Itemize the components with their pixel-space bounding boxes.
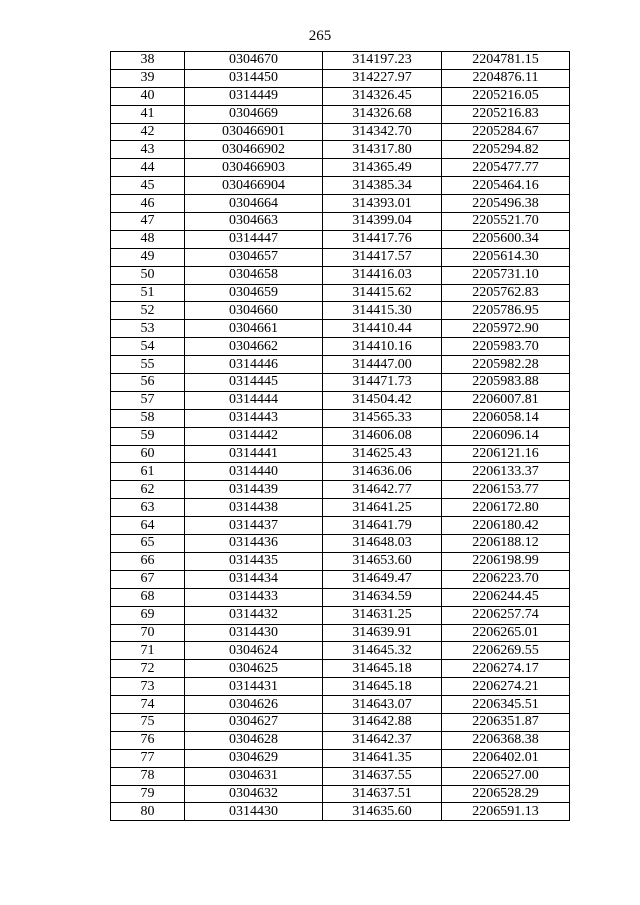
table-row [111, 69, 570, 87]
y-coordinate-cell: 2205983.70 [442, 338, 570, 356]
point-number-cell: 74 [111, 696, 185, 714]
page-number: 265 [308, 28, 332, 44]
point-code-cell: 0304659 [185, 284, 323, 302]
x-coordinate-cell: 314393.01 [323, 195, 442, 213]
x-coordinate-cell: 314317.80 [323, 141, 442, 159]
y-coordinate-cell: 2205786.95 [442, 302, 570, 320]
y-coordinate-cell: 2205762.83 [442, 284, 570, 302]
point-number-cell: 68 [111, 588, 185, 606]
point-code-cell: 0314433 [185, 588, 323, 606]
x-coordinate-cell: 314637.51 [323, 785, 442, 803]
y-coordinate-cell: 2205600.34 [442, 230, 570, 248]
y-coordinate-cell: 2205294.82 [442, 141, 570, 159]
x-coordinate-cell: 314410.16 [323, 338, 442, 356]
x-coordinate-cell: 314399.04 [323, 213, 442, 231]
point-number-cell: 59 [111, 427, 185, 445]
point-number-cell: 64 [111, 517, 185, 535]
point-code-cell: 0304662 [185, 338, 323, 356]
y-coordinate-cell: 2206265.01 [442, 624, 570, 642]
point-number-cell: 80 [111, 803, 185, 821]
x-coordinate-cell: 314625.43 [323, 445, 442, 463]
table-row [111, 535, 570, 553]
y-coordinate-cell: 2206153.77 [442, 481, 570, 499]
point-number-cell: 67 [111, 570, 185, 588]
y-coordinate-cell: 2206527.00 [442, 767, 570, 785]
table-row [111, 87, 570, 105]
point-code-cell: 0314431 [185, 678, 323, 696]
point-number-cell: 78 [111, 767, 185, 785]
point-number-cell: 60 [111, 445, 185, 463]
x-coordinate-cell: 314641.25 [323, 499, 442, 517]
point-number-cell: 72 [111, 660, 185, 678]
x-coordinate-cell: 314634.59 [323, 588, 442, 606]
x-coordinate-cell: 314415.62 [323, 284, 442, 302]
x-coordinate-cell: 314415.30 [323, 302, 442, 320]
point-number-cell: 54 [111, 338, 185, 356]
y-coordinate-cell: 2204876.11 [442, 69, 570, 87]
y-coordinate-cell: 2206096.14 [442, 427, 570, 445]
point-number-cell: 75 [111, 713, 185, 731]
table-row [111, 338, 570, 356]
x-coordinate-cell: 314342.70 [323, 123, 442, 141]
table-row [111, 302, 570, 320]
point-code-cell: 0314435 [185, 552, 323, 570]
x-coordinate-cell: 314642.77 [323, 481, 442, 499]
point-code-cell: 030466904 [185, 177, 323, 195]
x-coordinate-cell: 314326.68 [323, 105, 442, 123]
point-code-cell: 0314434 [185, 570, 323, 588]
y-coordinate-cell: 2206351.87 [442, 713, 570, 731]
table-row [111, 588, 570, 606]
point-number-cell: 43 [111, 141, 185, 159]
point-code-cell: 0314436 [185, 535, 323, 553]
point-code-cell: 0314443 [185, 409, 323, 427]
point-number-cell: 70 [111, 624, 185, 642]
y-coordinate-cell: 2206528.29 [442, 785, 570, 803]
y-coordinate-cell: 2206058.14 [442, 409, 570, 427]
y-coordinate-cell: 2205983.88 [442, 374, 570, 392]
x-coordinate-cell: 314471.73 [323, 374, 442, 392]
x-coordinate-cell: 314606.08 [323, 427, 442, 445]
point-code-cell: 0304670 [185, 52, 323, 70]
x-coordinate-cell: 314641.35 [323, 749, 442, 767]
table-row [111, 248, 570, 266]
table-row [111, 409, 570, 427]
point-code-cell: 0314450 [185, 69, 323, 87]
point-number-cell: 38 [111, 52, 185, 70]
table-row [111, 570, 570, 588]
x-coordinate-cell: 314639.91 [323, 624, 442, 642]
x-coordinate-cell: 314631.25 [323, 606, 442, 624]
table-body [111, 52, 570, 821]
table-row [111, 785, 570, 803]
point-number-cell: 76 [111, 731, 185, 749]
point-code-cell: 0304629 [185, 749, 323, 767]
point-number-cell: 73 [111, 678, 185, 696]
y-coordinate-cell: 2206257.74 [442, 606, 570, 624]
table-row [111, 320, 570, 338]
table-row [111, 52, 570, 70]
point-code-cell: 0314432 [185, 606, 323, 624]
y-coordinate-cell: 2205614.30 [442, 248, 570, 266]
point-code-cell: 0314430 [185, 803, 323, 821]
table-row [111, 141, 570, 159]
y-coordinate-cell: 2204781.15 [442, 52, 570, 70]
x-coordinate-cell: 314643.07 [323, 696, 442, 714]
point-code-cell: 0314442 [185, 427, 323, 445]
table-row [111, 105, 570, 123]
y-coordinate-cell: 2205496.38 [442, 195, 570, 213]
table-row [111, 195, 570, 213]
x-coordinate-cell: 314197.23 [323, 52, 442, 70]
table-row [111, 391, 570, 409]
point-code-cell: 0304657 [185, 248, 323, 266]
table-row [111, 374, 570, 392]
point-code-cell: 0304660 [185, 302, 323, 320]
x-coordinate-cell: 314417.57 [323, 248, 442, 266]
x-coordinate-cell: 314365.49 [323, 159, 442, 177]
point-code-cell: 0314445 [185, 374, 323, 392]
y-coordinate-cell: 2205477.77 [442, 159, 570, 177]
point-number-cell: 79 [111, 785, 185, 803]
table-row [111, 606, 570, 624]
table-row [111, 713, 570, 731]
table-row [111, 517, 570, 535]
point-code-cell: 0314449 [185, 87, 323, 105]
point-number-cell: 77 [111, 749, 185, 767]
point-number-cell: 40 [111, 87, 185, 105]
point-code-cell: 0304631 [185, 767, 323, 785]
x-coordinate-cell: 314416.03 [323, 266, 442, 284]
x-coordinate-cell: 314637.55 [323, 767, 442, 785]
y-coordinate-cell: 2205284.67 [442, 123, 570, 141]
point-code-cell: 0304627 [185, 713, 323, 731]
point-code-cell: 0314430 [185, 624, 323, 642]
y-coordinate-cell: 2206188.12 [442, 535, 570, 553]
y-coordinate-cell: 2206223.70 [442, 570, 570, 588]
point-number-cell: 50 [111, 266, 185, 284]
y-coordinate-cell: 2206133.37 [442, 463, 570, 481]
y-coordinate-cell: 2206368.38 [442, 731, 570, 749]
point-code-cell: 0304625 [185, 660, 323, 678]
table-row [111, 123, 570, 141]
x-coordinate-cell: 314642.88 [323, 713, 442, 731]
point-code-cell: 0314446 [185, 356, 323, 374]
point-code-cell: 0314438 [185, 499, 323, 517]
point-number-cell: 44 [111, 159, 185, 177]
table-row [111, 767, 570, 785]
point-code-cell: 0304628 [185, 731, 323, 749]
y-coordinate-cell: 2205731.10 [442, 266, 570, 284]
point-number-cell: 53 [111, 320, 185, 338]
x-coordinate-cell: 314410.44 [323, 320, 442, 338]
point-code-cell: 030466903 [185, 159, 323, 177]
point-number-cell: 42 [111, 123, 185, 141]
x-coordinate-cell: 314648.03 [323, 535, 442, 553]
y-coordinate-cell: 2206402.01 [442, 749, 570, 767]
y-coordinate-cell: 2206591.13 [442, 803, 570, 821]
y-coordinate-cell: 2206269.55 [442, 642, 570, 660]
y-coordinate-cell: 2205521.70 [442, 213, 570, 231]
point-code-cell: 0314444 [185, 391, 323, 409]
y-coordinate-cell: 2206007.81 [442, 391, 570, 409]
y-coordinate-cell: 2206121.16 [442, 445, 570, 463]
table-row [111, 213, 570, 231]
x-coordinate-cell: 314565.33 [323, 409, 442, 427]
point-code-cell: 0304663 [185, 213, 323, 231]
point-code-cell: 030466902 [185, 141, 323, 159]
point-number-cell: 66 [111, 552, 185, 570]
point-number-cell: 52 [111, 302, 185, 320]
y-coordinate-cell: 2205972.90 [442, 320, 570, 338]
table-row [111, 266, 570, 284]
point-code-cell: 0314441 [185, 445, 323, 463]
table-row [111, 427, 570, 445]
x-coordinate-cell: 314645.18 [323, 660, 442, 678]
x-coordinate-cell: 314635.60 [323, 803, 442, 821]
point-number-cell: 55 [111, 356, 185, 374]
x-coordinate-cell: 314417.76 [323, 230, 442, 248]
point-code-cell: 0304624 [185, 642, 323, 660]
table-row [111, 159, 570, 177]
point-number-cell: 39 [111, 69, 185, 87]
y-coordinate-cell: 2205982.28 [442, 356, 570, 374]
table-row [111, 749, 570, 767]
x-coordinate-cell: 314227.97 [323, 69, 442, 87]
point-number-cell: 71 [111, 642, 185, 660]
x-coordinate-cell: 314649.47 [323, 570, 442, 588]
x-coordinate-cell: 314642.37 [323, 731, 442, 749]
table-row [111, 678, 570, 696]
point-number-cell: 51 [111, 284, 185, 302]
y-coordinate-cell: 2206180.42 [442, 517, 570, 535]
x-coordinate-cell: 314385.34 [323, 177, 442, 195]
y-coordinate-cell: 2205216.05 [442, 87, 570, 105]
y-coordinate-cell: 2205216.83 [442, 105, 570, 123]
point-code-cell: 0304661 [185, 320, 323, 338]
table-row [111, 481, 570, 499]
point-number-cell: 48 [111, 230, 185, 248]
point-code-cell: 0314437 [185, 517, 323, 535]
table-row [111, 445, 570, 463]
table-row [111, 642, 570, 660]
table-row [111, 552, 570, 570]
point-code-cell: 0314439 [185, 481, 323, 499]
x-coordinate-cell: 314645.18 [323, 678, 442, 696]
point-code-cell: 0314440 [185, 463, 323, 481]
table-row [111, 230, 570, 248]
x-coordinate-cell: 314641.79 [323, 517, 442, 535]
point-number-cell: 45 [111, 177, 185, 195]
x-coordinate-cell: 314653.60 [323, 552, 442, 570]
table-row [111, 463, 570, 481]
table-row [111, 660, 570, 678]
table-row [111, 499, 570, 517]
table-row [111, 696, 570, 714]
point-number-cell: 62 [111, 481, 185, 499]
point-code-cell: 0314447 [185, 230, 323, 248]
point-number-cell: 65 [111, 535, 185, 553]
y-coordinate-cell: 2206172.80 [442, 499, 570, 517]
point-code-cell: 0304658 [185, 266, 323, 284]
table-row [111, 356, 570, 374]
point-number-cell: 47 [111, 213, 185, 231]
point-number-cell: 46 [111, 195, 185, 213]
point-number-cell: 57 [111, 391, 185, 409]
table-row [111, 803, 570, 821]
point-number-cell: 63 [111, 499, 185, 517]
y-coordinate-cell: 2205464.16 [442, 177, 570, 195]
table-row [111, 731, 570, 749]
point-number-cell: 56 [111, 374, 185, 392]
point-number-cell: 49 [111, 248, 185, 266]
point-code-cell: 0304626 [185, 696, 323, 714]
point-code-cell: 030466901 [185, 123, 323, 141]
y-coordinate-cell: 2206244.45 [442, 588, 570, 606]
coordinates-table [110, 51, 570, 821]
table-row [111, 284, 570, 302]
table-row [111, 624, 570, 642]
point-number-cell: 58 [111, 409, 185, 427]
x-coordinate-cell: 314447.00 [323, 356, 442, 374]
y-coordinate-cell: 2206198.99 [442, 552, 570, 570]
y-coordinate-cell: 2206274.21 [442, 678, 570, 696]
y-coordinate-cell: 2206345.51 [442, 696, 570, 714]
y-coordinate-cell: 2206274.17 [442, 660, 570, 678]
point-code-cell: 0304664 [185, 195, 323, 213]
point-number-cell: 61 [111, 463, 185, 481]
x-coordinate-cell: 314645.32 [323, 642, 442, 660]
x-coordinate-cell: 314636.06 [323, 463, 442, 481]
point-number-cell: 41 [111, 105, 185, 123]
x-coordinate-cell: 314504.42 [323, 391, 442, 409]
point-number-cell: 69 [111, 606, 185, 624]
point-code-cell: 0304669 [185, 105, 323, 123]
point-code-cell: 0304632 [185, 785, 323, 803]
table-row [111, 177, 570, 195]
x-coordinate-cell: 314326.45 [323, 87, 442, 105]
